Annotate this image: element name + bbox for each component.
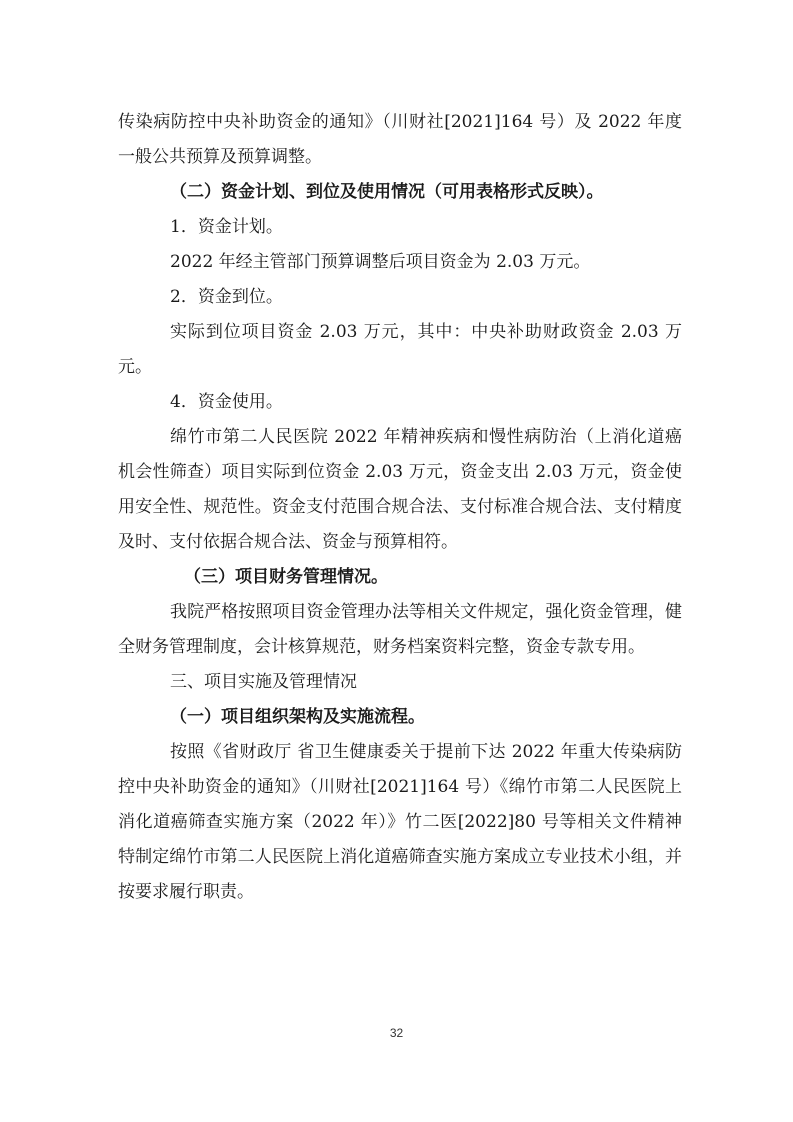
page-number: 32 bbox=[389, 1026, 404, 1040]
paragraph-notice-continuation: 传染病防控中央补助资金的通知》（川财社[2021]164 号）及 2022 年度一般公共预算及预算调整。 bbox=[118, 112, 682, 167]
paragraph-organization: 按照《省财政厅 省卫生健康委关于提前下达 2022 年重大传染病防控中央补助资金的通知》（川财社[2021]164 号）《绵竹市第二人民医院上消化道癌筛查实施方案（2022 年）》竹二医[2022]80 号等相关文件精神特制定绵竹市第二人民医院上消化道癌筛查实施方案成立专业技术小组，并按要求履行职责。 bbox=[118, 742, 682, 902]
heading-finance-management: （三）项目财务管理情况。 bbox=[184, 567, 388, 587]
paragraph-fund-use: 绵竹市第二人民医院 2022 年精神疾病和慢性病防治（上消化道癌机会性筛查）项目实际到位资金 2.03 万元，资金支出 2.03 万元，资金使用安全性、规范性。资金支付范围合规合法、支付标准合规合法、支付精度及时、支付依据合规合法、资金与预算相符。 bbox=[118, 427, 682, 552]
paragraph-finance-management: 我院严格按照项目资金管理办法等相关文件规定，强化资金管理，健全财务管理制度，会计核算规范，财务档案资料完整，资金专款专用。 bbox=[118, 602, 682, 657]
heading-fund-plan: （二）资金计划、到位及使用情况（可用表格形式反映）。 bbox=[170, 182, 604, 202]
heading-section-three: 三、项目实施及管理情况 bbox=[170, 672, 357, 692]
paragraph-arrival: 实际到位项目资金 2.03 万元，其中：中央补助财政资金 2.03 万元。 bbox=[118, 322, 682, 377]
subheading-fund-arrival: 2．资金到位。 bbox=[170, 287, 283, 307]
heading-organization: （一）项目组织架构及实施流程。 bbox=[170, 707, 425, 727]
subheading-fund-plan: 1．资金计划。 bbox=[170, 217, 283, 237]
paragraph-budget: 2022 年经主管部门预算调整后项目资金为 2.03 万元。 bbox=[170, 252, 591, 272]
subheading-fund-use: 4．资金使用。 bbox=[170, 392, 283, 412]
document-body bbox=[118, 105, 682, 910]
